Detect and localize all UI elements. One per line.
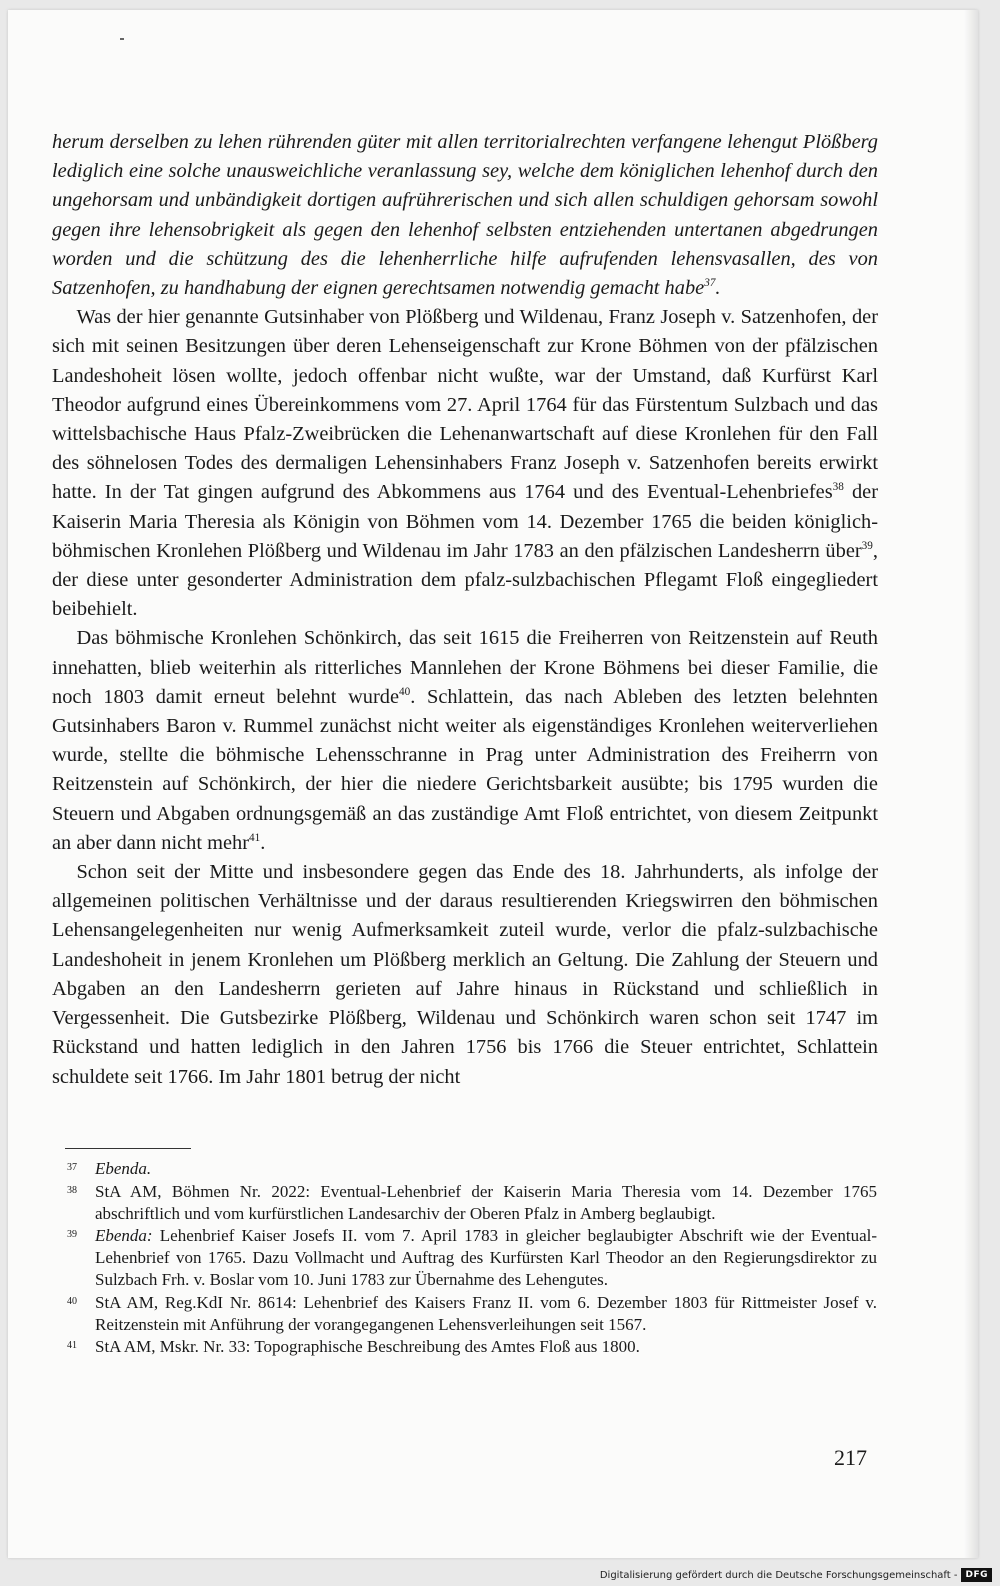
- paragraph-text: .: [260, 831, 266, 854]
- footnote-ref[interactable]: 40: [399, 686, 411, 699]
- footnote-divider: [65, 1148, 191, 1149]
- paragraph-quote: [52, 128, 878, 303]
- paragraph-text: Das böhmische Kronlehen Schönkirch, das seit 1615 die Freiherren von Reitzenstein auf Reuth innehatten, blieb weiterhin als ritterliches Mannlehen der Krone Böhmens bei dieser Familie, die noch 1803 damit erneut belehnt wurde: [52, 627, 878, 708]
- footnote-text: Lehenbrief Kaiser Josefs II. vom 7. April 1783 in gleicher beglaubigter Abschrift wie der Eventual-Lehenbrief von 1765. Dazu Vollmacht und Auftrag des Kurfürsten Karl Theodor an den Regierungsdirektor zu Sulzbach Frh. v. Boslar vom 10. Juni 1783 zur Übernahme des Lehengutes.: [95, 1226, 877, 1289]
- footnotes: [65, 1158, 877, 1359]
- footnote-39: [65, 1225, 877, 1290]
- footnote-number: 37: [67, 1162, 77, 1173]
- footnote-ref[interactable]: 37: [704, 277, 716, 290]
- footnote-number: 38: [67, 1184, 77, 1196]
- paragraph-3: [52, 624, 878, 858]
- footnote-38: [65, 1181, 877, 1225]
- footnote-number: 40: [67, 1295, 77, 1307]
- paragraph-4: Schon seit der Mitte und insbesondere gegen das Ende des 18. Jahrhunderts, als infolge der allgemeinen politischen Verhältnisse und der daraus resultierenden Kriegswirren den böhmischen Lehensangelegenheiten nur wenig Aufmerksamkeit zuteil wurde, verlor die pfalz-sulzbachische Landeshoheit in jenem Kronlehen um Plößberg merklich an Geltung. Die Zahlung der Steuern und Abgaben an den Landesherrn gerieten auf Jahre hinaus in Rückstand und schließlich in Vergessenheit. Die Gutsbezirke Plößberg, Wildenau und Schönkirch waren schon seit 1747 im Rückstand und hatten lediglich in den Jahren 1756 bis 1766 die Steuer entrichtet, Schlattein schuldete seit 1766. Im Jahr 1801 betrug der nicht: [52, 861, 878, 1088]
- footnote-ref[interactable]: 39: [861, 540, 873, 553]
- footnote-emphasis: Ebenda:: [95, 1226, 153, 1246]
- footnote-ref[interactable]: 38: [832, 481, 844, 494]
- book-page: [8, 10, 978, 1558]
- footnote-37: [65, 1158, 877, 1180]
- footnote-number: 39: [67, 1229, 77, 1241]
- footnote-41: [65, 1336, 877, 1358]
- scan-speck: [120, 38, 124, 40]
- paragraph-2: [52, 303, 878, 624]
- main-text: [52, 128, 878, 1092]
- footnote-text: StA AM, Reg.KdI Nr. 8614: Lehenbrief des Kaisers Franz II. vom 6. Dezember 1803 für Rittmeister Josef v. Reitzenstein mit Anführung der vorangegangenen Lehensverleihungen seit 1567.: [95, 1292, 877, 1334]
- paragraph-text: , der diese unter gesonderter Administration dem pfalz-sulzbachischen Pflegamt Floß eingegliedert beibehielt.: [52, 539, 878, 621]
- footnote-40: [65, 1292, 877, 1336]
- paragraph-text: der Kaiserin Maria Theresia als Königin von Böhmen vom 14. Dezember 1765 die beiden königlich-böhmischen Kronlehen Plößberg und Wildenau im Jahr 1783 an den pfälzischen Landesherrn über: [52, 481, 878, 562]
- footer-text: Digitalisierung gefördert durch die Deutsche Forschungsgemeinschaft -: [599, 1569, 958, 1581]
- paragraph-text: . Schlattein, das nach Ableben des letzten belehnten Gutsinhabers Baron v. Rummel zunächst nicht weiter als eigenständiges Kronlehen weiterverliehen wurde, stellte die böhmische Lehensschranne in Prag unter Administration des Freiherrn von Reitzenstein auf Schönkirch, der hier die niedere Gerichtsbarkeit ausübte; bis 1795 wurden die Steuern und Abgaben ordnungsgemäß an das zuständige Amt Floß entrichtet, von diesem Zeitpunkt an aber dann nicht mehr: [52, 685, 878, 854]
- dfg-logo: DFG: [961, 1568, 992, 1582]
- paragraph-text: Was der hier genannte Gutsinhaber von Plößberg und Wildenau, Franz Joseph v. Satzenhofen, der sich mit seinen Besitzungen über deren Lehenseigenschaft zur Krone Böhmen von der pfälzischen Landeshoheit lösen wollte, jedoch offenbar nicht wußte, war der Umstand, daß Kurfürst Karl Theodor aufgrund eines Übereinkommens vom 27. April 1764 für das Fürstentum Sulzbach und das wittelsbachische Haus Pfalz-Zweibrücken die Lehenanwartschaft auf diese Kronlehen für den Fall des söhnelosen Todes des dermaligen Lehensinhabers Franz Joseph v. Satzenhofen bereits erwirkt hatte. In der Tat gingen aufgrund des Abkommens aus 1764 und des Eventual-Lehenbriefes: [52, 306, 878, 504]
- digitization-footer: [600, 1568, 992, 1582]
- footnote-emphasis: Ebenda.: [95, 1159, 152, 1178]
- footnote-ref[interactable]: 41: [249, 832, 261, 845]
- footnote-text: StA AM, Mskr. Nr. 33: Topographische Beschreibung des Amtes Floß aus 1800.: [95, 1337, 640, 1357]
- quote-end: .: [715, 277, 721, 300]
- quote-text: herum derselben zu lehen rührenden güter mit allen territorialrechten verfangene lehengut Plößberg lediglich eine solche unausweichliche veranlassung sey, welche dem königlichen lehenhof durch den ungehorsam und unbändigkeit dortigen aufrührerischen und sich allen schuldigen gehorsam sowohl gegen ihre lehensobrigkeit als gegen den lehenhof selbsten entziehenden untertanen abgedrungen worden und die schützung des die lehenherrliche hilfe aufrufenden lehensvasallen, des von Satzenhofen, zu handhabung der eignen gerechtsamen notwendig gemacht habe: [52, 131, 878, 300]
- page-number: 217: [834, 1445, 867, 1470]
- footnote-number: 41: [67, 1340, 77, 1352]
- footnote-text: StA AM, Böhmen Nr. 2022: Eventual-Lehenbrief der Kaiserin Maria Theresia vom 14. Dezember 1765 abschriftlich und vom kurfürstlichen Landesarchiv der Oberen Pfalz in Amberg beglaubigt.: [95, 1181, 877, 1223]
